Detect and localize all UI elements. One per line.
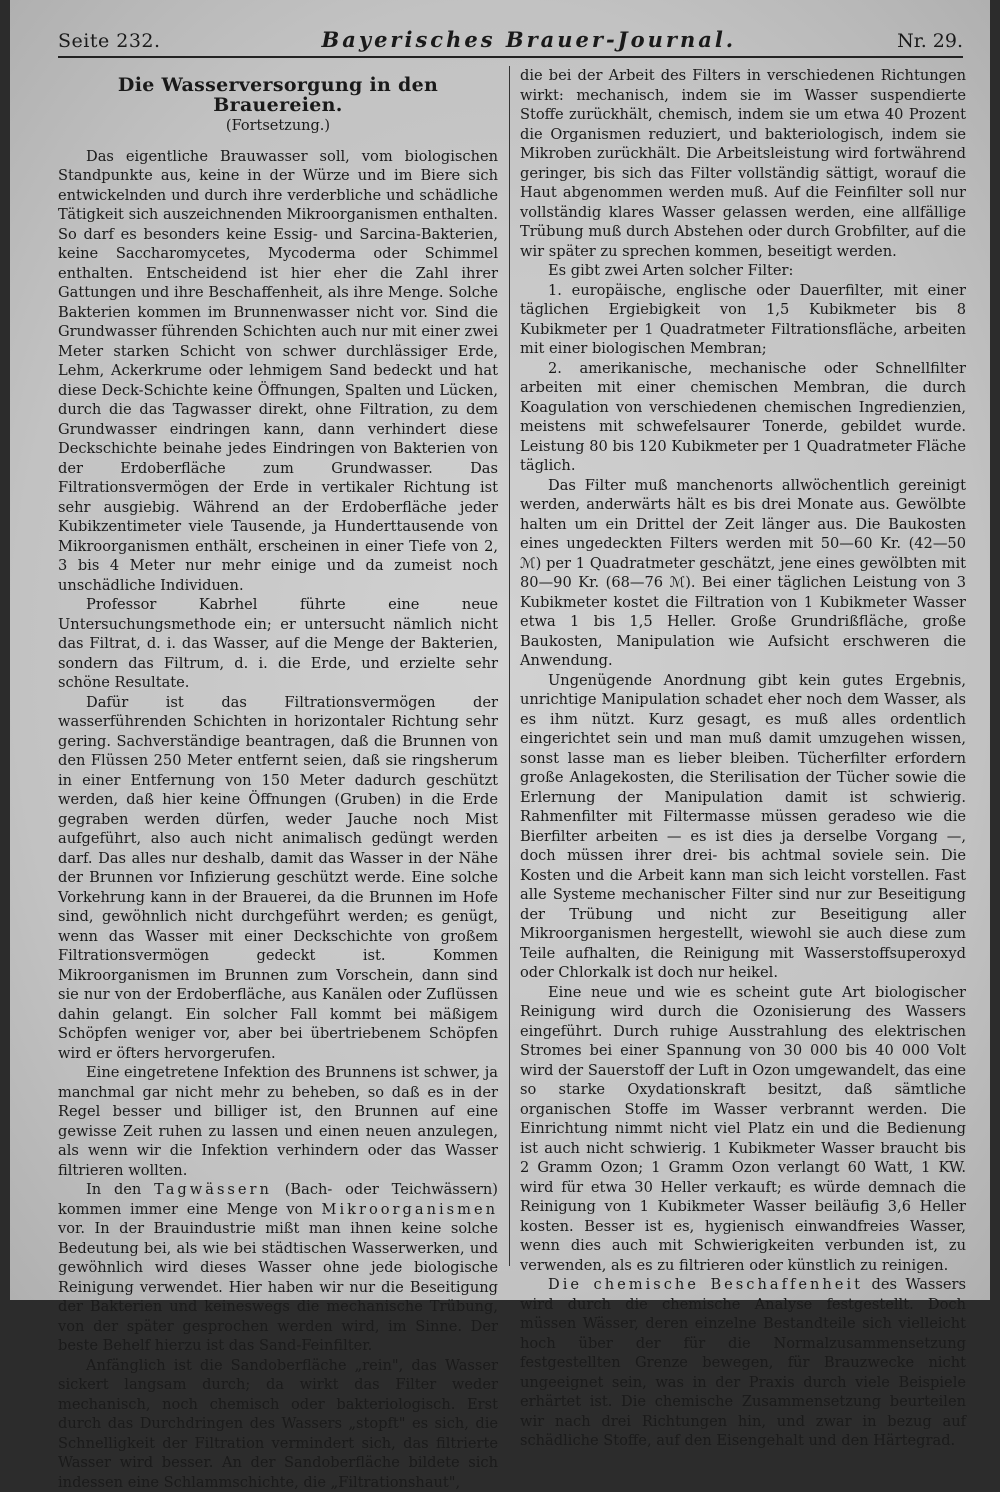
emphasis-text: Tagwässern — [154, 1181, 272, 1198]
paragraph: Eine eingetretene Infektion des Brunnens ist schwer, ja manchmal gar nicht mehr zu beheben, so daß es in der Regel besser und billiger ist, den Brunnen auf eine gewisse Zeit ruhen zu lassen und einen neuen anzulegen, als wenn wir die Infektion verhindern oder das Wasser filtrieren wollten. — [58, 1063, 498, 1180]
paragraph: Professor Kabrhel führte eine neue Untersuchungsmethode ein; er untersucht nämlich nicht das Filtrat, d. i. das Wasser, auf die Menge der Bakterien, sondern das Filtrum, d. i. die Erde, und erzielte sehr schöne Resultate. — [58, 595, 498, 693]
paragraph: Dafür ist das Filtrationsvermögen der wasserführenden Schichten in horizontaler Richtung sehr gering. Sachverständige beantragen, daß die Brunnen von den Flüssen 250 Meter entfernt seien, daß sie ringsherum in einer Entfernung von 150 Meter dadurch geschützt werden, daß hier keine Öffnungen (Gruben) in die Erde gegraben werden dürfen, weder Jauche noch Mist aufgeführt, also auch nicht animalisch gedüngt werden darf. Das alles nur deshalb, damit das Wasser in der Nähe der Brunnen vor Infizierung geschützt werde. Eine solche Vorkehrung kann in der Brauerei, da die Brunnen im Hofe sind, gewöhnlich nicht durchgeführt werden; es genügt, wenn das Wasser mit einer Deckschichte von großem Filtrationsvermögen gedeckt ist. Kommen Mikroorganismen im Brunnen zum Vorschein, dann sind sie nur von der Erdoberfläche, aus Kanälen oder Zuflüssen dahin gelangt. Ein solcher Fall kommt bei mäßigem Schöpfen weniger vor, aber bei übertriebenem Schöpfen wird er öfters hervorgerufen. — [58, 693, 498, 1064]
journal-title: Bayerisches Brauer-Journal. — [322, 27, 737, 52]
paragraph-text: vor. In der Brauindustrie mißt man ihnen keine solche Bedeutung bei, als wie bei städtischen Wasserwerken, und gewöhnlich wird dieses Wasser ohne jede biologische Reinigung verwendet. Hier haben wir nur die Beseitigung der Bakterien und keineswegs die mechanische Trübung, von der später gesprochen werden wird, im Sinne. Der beste Behelf hierzu ist das Sand-Feinfilter. — [58, 1220, 498, 1354]
paragraph: Ungenügende Anordnung gibt kein gutes Ergebnis, unrichtige Manipulation schadet eher noch dem Wasser, als es ihm nützt. Kurz gesagt, es muß alles ordentlich eingerichtet sein und man muß damit umzugehen wissen, sonst lasse man es lieber bleiben. Tücherfilter erfordern große Anlagekosten, die Sterilisation der Tücher sowie die Erlernung der Manipulation damit ist schwierig. Rahmenfilter mit Filtermasse müssen geradeso wie die Bierfilter arbeiten — es ist dies ja derselbe Vorgang —, doch müssen ihrer drei- bis achtmal soviele sein. Die Kosten und die Arbeit kann man sich leicht vorstellen. Fast alle Systeme mechanischer Filter sind nur zur Beseitigung der Trübung und nicht zur Beseitigung aller Mikroorganismen hergestellt, wiewohl sie auch diese zum Teile aufhalten, die Reinigung mit Wasserstoffsuperoxyd oder Chlorkalk ist doch nur heikel. — [520, 671, 966, 983]
list-item: 2. amerikanische, mechanische oder Schnellfilter arbeiten mit einer chemischen Membran, die durch Koagulation von verschiedenen chemischen Ingredienzien, meistens mit schwefelsaurer Tonerde, gebildet wurde. Leistung 80 bis 120 Kubikmeter per 1 Quadratmeter Fläche täglich. — [520, 359, 966, 476]
page-number: Seite 232. — [58, 30, 161, 52]
list-item: 1. europäische, englische oder Dauerfilter, mit einer täglichen Ergiebigkeit von 1,5 Kubikmeter bis 8 Kubikmeter per 1 Quadratmeter Filtrationsfläche, arbeiten mit einer biologischen Membran; — [520, 281, 966, 359]
paragraph-text: In den — [86, 1181, 141, 1198]
article-title: Die Wasserversorgung in den Brauereien. — [58, 76, 498, 115]
paragraph: Das eigentliche Brauwasser soll, vom biologischen Standpunkte aus, keine in der Würze und im Biere sich entwickelnden und durch ihre verderbliche und schädliche Tätigkeit sich auszeichnenden Mikroorganismen enthalten. So darf es besonders keine Essig- und Sarcina-Bakterien, keine Saccharomycetes, Mycoderma oder Schimmel enthalten. Entscheidend ist hier eher die Zahl ihrer Gattungen und ihre Beschaffenheit, als ihre Menge. Solche Bakterien kommen im Brunnenwasser nicht vor. Sind die Grundwasser führenden Schichten auch nur mit einer zwei Meter starken Schicht von schwer durchlässiger Erde, Lehm, Ackerkrume oder lehmigem Sand bedeckt und hat diese Deck-Schichte keine Öffnungen, Spalten und Lücken, durch die das Tagwasser direkt, ohne Filtration, zu dem Grundwasser eindringen kann, dann verhindert diese Deckschichte beinahe jedes Eindringen von Bakterien von der Erdoberfläche zum Grundwasser. Das Filtrationsvermögen der Erde in vertikaler Richtung ist sehr ausgiebig. Während an der Erdoberfläche jeder Kubikzentimeter viele Tausende, ja Hunderttausende von Mikroorganismen enthält, erscheinen in einer Tiefe von 2, 3 bis 4 Meter nur mehr einige und da zumeist noch unschädliche Individuen. — [58, 147, 498, 596]
newspaper-page — [10, 0, 990, 1300]
paragraph-text: des Wassers wird durch die chemische Analyse festgestellt. Doch müssen Wässer, deren einzelne Bestandteile sich vielleicht hoch über der für die Normalzusammensetzung festgestellten Grenze bewegen, für Brauzwecke nicht ungeeignet sein, was in der Praxis durch viele Beispiele erhärtet ist. Die chemische Zusammensetzung beurteilen wir nach drei Richtungen hin, und zwar in bezug auf schädliche Stoffe, auf den Eisengehalt und den Härtegrad. — [520, 1276, 966, 1449]
emphasis-text: Die chemische Beschaffenheit — [548, 1276, 863, 1293]
running-header — [58, 22, 963, 58]
paragraph-text: (Bach- oder Teichwässern) kommen immer eine Menge von — [58, 1181, 498, 1218]
issue-number: Nr. 29. — [897, 30, 963, 52]
paragraph — [58, 1180, 498, 1356]
article-subtitle: (Fortsetzung.) — [58, 117, 498, 137]
right-column — [520, 66, 966, 1286]
paragraph: Es gibt zwei Arten solcher Filter: — [520, 261, 966, 281]
paragraph — [520, 1275, 966, 1451]
paragraph: Anfänglich ist die Sandoberfläche „rein", das Wasser sickert langsam durch; da wirkt das Filter weder mechanisch, noch chemisch oder bakteriologisch. Erst durch das Durchdringen des Wassers „stopft" es sich, die Schnelligkeit der Filtration vermindert sich, das filtrierte Wasser wird besser. An der Sandoberfläche bildete sich indessen eine Schlammschichte, die „Filtrationshaut", — [58, 1356, 498, 1492]
left-column — [58, 66, 498, 1286]
paragraph: die bei der Arbeit des Filters in verschiedenen Richtungen wirkt: mechanisch, indem sie im Wasser suspendierte Stoffe zurückhält, chemisch, indem sie um etwa 40 Prozent die Organismen reduziert, und bakteriologisch, indem sie Mikroben zurückhält. Die Arbeitsleistung wird fortwährend geringer, bis sich das Filter vollständig sättigt, worauf die Haut abgenommen werden muß. Auf die Feinfilter soll nur vollständig klares Wasser gelassen werden, eine allfällige Trübung muß durch Abstehen oder durch Grobfilter, auf die wir später zu sprechen kommen, beseitigt werden. — [520, 66, 966, 261]
emphasis-text: Mikroorganismen — [322, 1201, 498, 1218]
paragraph: Eine neue und wie es scheint gute Art biologischer Reinigung wird durch die Ozonisierung des Wassers eingeführt. Durch ruhige Ausstrahlung des elektrischen Stromes bei einer Spannung von 30 000 bis 40 000 Volt wird der Sauerstoff der Luft in Ozon umgewandelt, das eine so starke Oxydationskraft besitzt, daß sämtliche organischen Stoffe im Wasser verbrannt werden. Die Einrichtung nimmt nicht viel Platz ein und die Bedienung ist auch nicht schwierig. 1 Kubikmeter Wasser braucht bis 2 Gramm Ozon; 1 Gramm Ozon verlangt 60 Watt, 1 KW. wird für etwa 30 Heller verkauft; es würde demnach die Reinigung von 1 Kubikmeter Wasser beiläufig 3,6 Heller kosten. Besser ist es, hygienisch einwandfreies Wasser, wenn dies auch mit Schwierigkeiten verbunden ist, zu verwenden, als es zu filtrieren oder künstlich zu reinigen. — [520, 983, 966, 1276]
column-divider — [509, 66, 510, 1266]
paragraph: Das Filter muß manchenorts allwöchentlich gereinigt werden, anderwärts hält es bis drei Monate aus. Gewölbte halten um ein Drittel der Zeit länger aus. Die Baukosten eines ungedeckten Filters werden mit 50—60 Kr. (42—50 ℳ) per 1 Quadratmeter geschätzt, jene eines gewölbten mit 80—90 Kr. (68—76 ℳ). Bei einer täglichen Leistung von 3 Kubikmeter kostet die Filtration von 1 Kubikmeter Wasser etwa 1 bis 1,5 Heller. Große Grundrißfläche, große Baukosten, Manipulation wie Aufsicht erschweren die Anwendung. — [520, 476, 966, 671]
